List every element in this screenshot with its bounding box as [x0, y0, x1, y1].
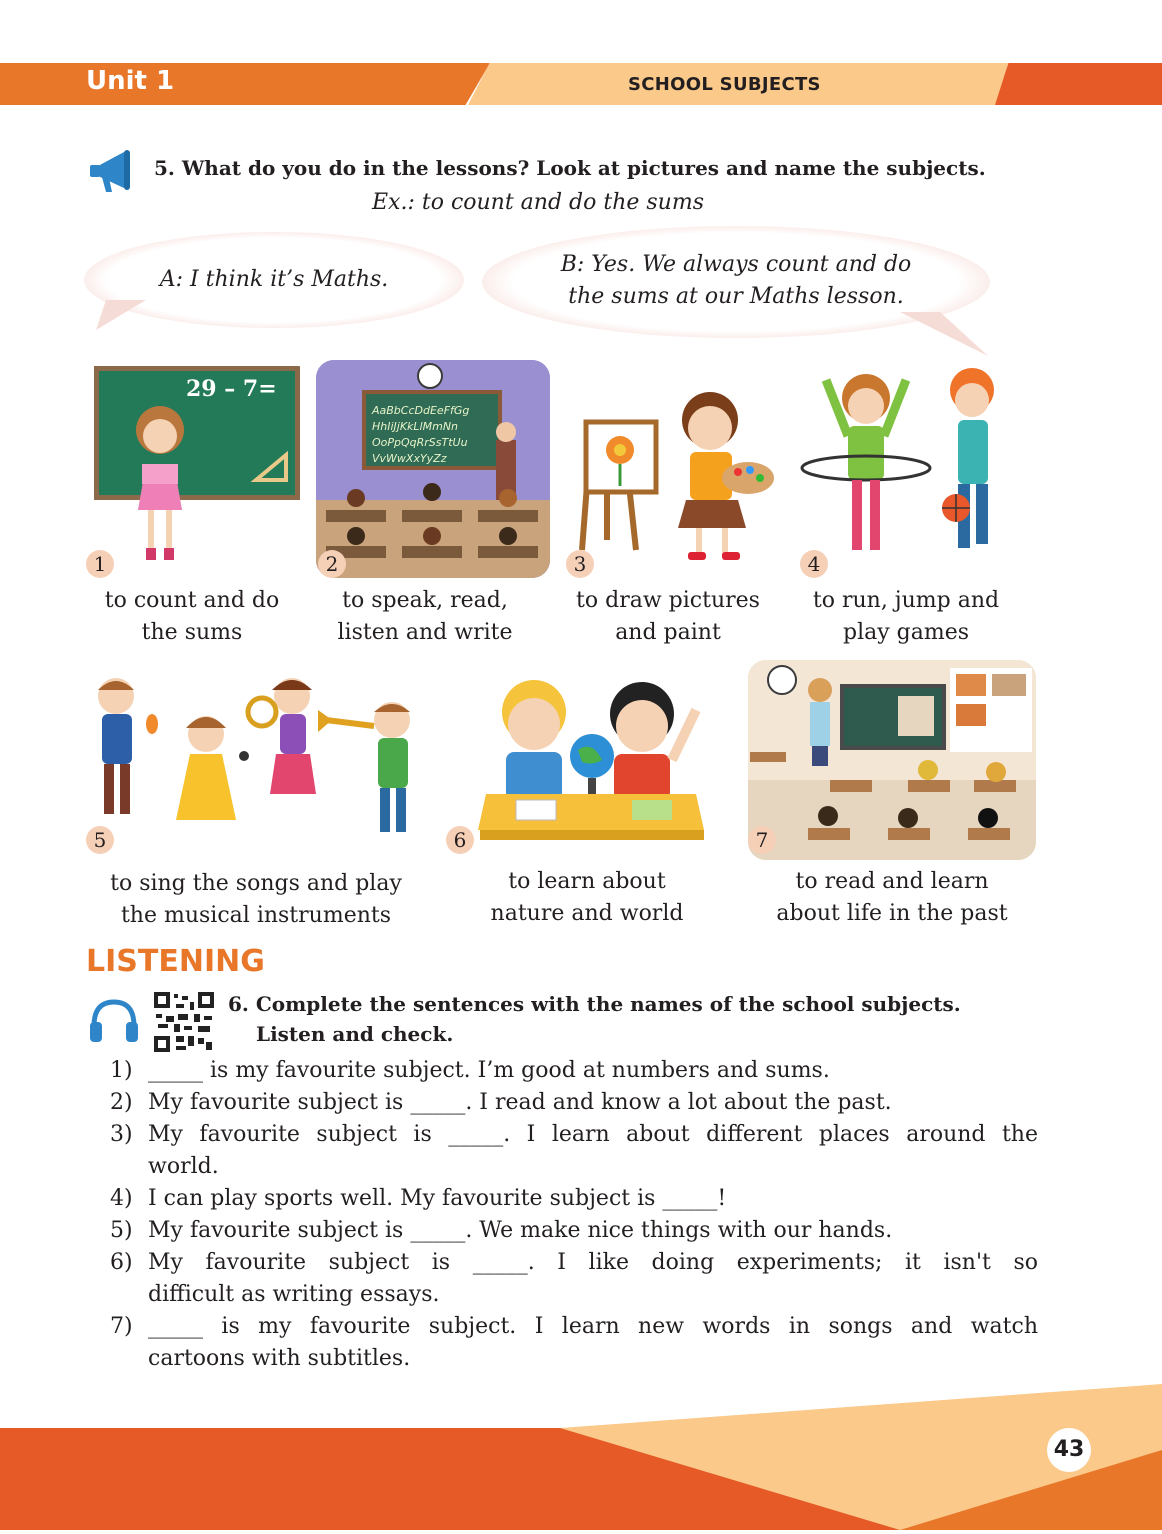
picture-3-art — [562, 360, 784, 578]
caption-line: play games — [842, 620, 970, 645]
item-text-continued: difficult as writing essays. — [148, 1282, 440, 1307]
svg-text:VvWwXxYyZz: VvWwXxYyZz — [372, 452, 447, 465]
list-item — [110, 1055, 1040, 1087]
item-number: 1) — [110, 1058, 133, 1083]
board-sum: 29 – 7= — [186, 376, 277, 402]
svg-text:AaBbCcDdEeFfGg: AaBbCcDdEeFfGg — [372, 404, 470, 417]
speech-bubble-b-line2: the sums at our Maths lesson. — [568, 284, 904, 309]
item-text: My favourite subject is _____. I like doing experiments; it isn't so — [148, 1250, 1038, 1275]
picture-number: 5 — [86, 826, 114, 854]
picture-caption — [794, 585, 1018, 649]
item-number: 5) — [110, 1218, 133, 1243]
section-title: SCHOOL SUBJECTS — [628, 74, 821, 95]
caption-line: listen and write — [337, 620, 513, 645]
page-number: 43 — [1047, 1428, 1091, 1472]
example-text: Ex.: to count and do the sums — [372, 190, 704, 215]
task-6-title-line1: 6. Complete the sentences with the names of the school subjects. — [228, 992, 961, 1016]
caption-line: to count and do — [104, 588, 280, 613]
header-band-left — [0, 63, 490, 105]
picture-caption — [86, 868, 426, 932]
footer-band — [0, 1380, 1162, 1530]
list-item — [110, 1311, 1040, 1375]
picture-caption — [456, 866, 718, 930]
picture-6-science — [446, 670, 716, 860]
caption-line: and paint — [615, 620, 721, 645]
caption-line: the sums — [141, 620, 243, 645]
speech-bubble-b-tail — [900, 312, 990, 362]
speech-bubble-a-tail — [96, 300, 156, 338]
item-number: 3) — [110, 1122, 133, 1147]
picture-number: 1 — [86, 550, 114, 578]
picture-caption — [752, 866, 1032, 930]
item-text: _____ is my favourite subject. I learn new words in songs and watch — [148, 1314, 1038, 1339]
item-number: 4) — [110, 1186, 133, 1211]
caption-line: about life in the past — [776, 901, 1008, 926]
picture-caption — [80, 585, 304, 649]
caption-line: the musical instruments — [120, 903, 392, 928]
item-text: My favourite subject is _____. I read and know a lot about the past. — [148, 1090, 892, 1115]
list-item — [110, 1119, 1040, 1183]
speech-bubble-a-text: A: I think it’s Maths. — [159, 267, 389, 292]
megaphone-icon — [88, 148, 140, 196]
item-text: My favourite subject is _____. We make nice things with our hands. — [148, 1218, 893, 1243]
picture-caption — [312, 585, 538, 649]
picture-number: 6 — [446, 826, 474, 854]
item-text-continued: world. — [148, 1154, 219, 1179]
speech-bubble-b-line1: B: Yes. We always count and do — [560, 252, 912, 277]
listening-heading: LISTENING — [86, 944, 265, 979]
caption-line: to read and learn — [795, 869, 989, 894]
picture-2-language — [316, 360, 550, 578]
caption-line: to run, jump and — [812, 588, 1000, 613]
item-text: My favourite subject is _____. I learn about different places around the — [148, 1122, 1038, 1147]
svg-text:OoPpQqRrSsTtUu: OoPpQqRrSsTtUu — [372, 436, 468, 449]
picture-4-pe — [796, 360, 1036, 578]
item-text: _____ is my favourite subject. I’m good at numbers and sums. — [148, 1058, 830, 1083]
picture-number: 7 — [748, 826, 776, 854]
item-text-continued: cartoons with subtitles. — [148, 1346, 411, 1371]
task-6-title-line2: Listen and check. — [256, 1022, 454, 1046]
item-number: 6) — [110, 1250, 133, 1275]
item-number: 2) — [110, 1090, 133, 1115]
picture-number: 2 — [318, 550, 346, 578]
picture-number: 4 — [800, 550, 828, 578]
picture-7-history — [748, 660, 1036, 860]
caption-line: to learn about — [508, 869, 666, 894]
item-text: I can play sports well. My favourite subject is _____! — [148, 1186, 727, 1211]
picture-caption — [556, 585, 780, 649]
list-item — [110, 1247, 1040, 1311]
list-item — [110, 1087, 1040, 1119]
task-5-title: 5. What do you do in the lessons? Look at pictures and name the subjects. — [154, 156, 986, 180]
unit-label: Unit 1 — [86, 66, 175, 96]
caption-line: to draw pictures — [576, 588, 760, 613]
list-item — [110, 1215, 1040, 1247]
item-number: 7) — [110, 1314, 133, 1339]
headphones-icon — [88, 996, 140, 1044]
svg-text:HhIiJjKkLlMmNn: HhIiJjKkLlMmNn — [372, 420, 459, 433]
list-item — [110, 1183, 1040, 1215]
picture-5-music — [86, 670, 426, 860]
caption-line: to speak, read, — [342, 588, 508, 613]
caption-line: nature and world — [490, 901, 684, 926]
picture-number: 3 — [566, 550, 594, 578]
caption-line: to sing the songs and play — [110, 871, 402, 896]
qr-code-icon[interactable] — [152, 990, 216, 1054]
header-band-right — [995, 63, 1162, 105]
